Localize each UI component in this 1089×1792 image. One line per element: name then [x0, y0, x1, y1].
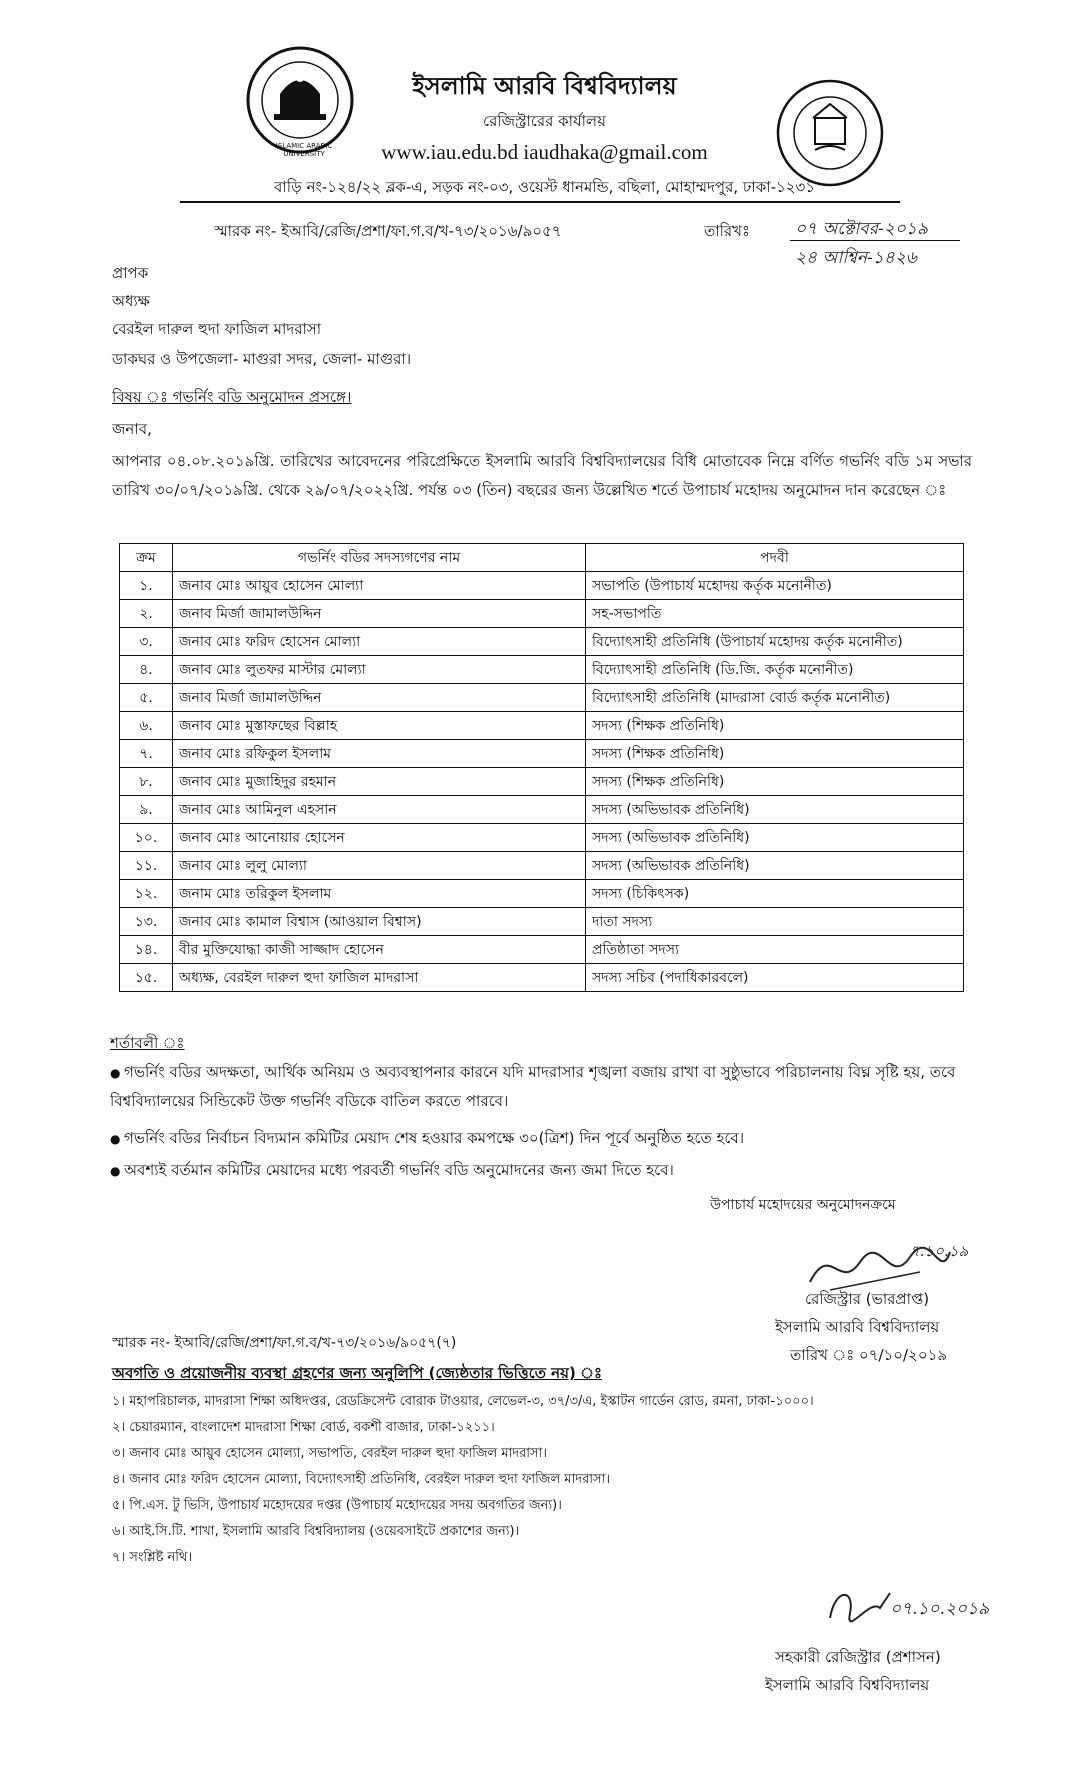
condition-item-2 [110, 1124, 970, 1153]
table-row [120, 880, 964, 908]
table-row [120, 684, 964, 712]
row-designation: সদস্য (অভিভাবক প্রতিনিধি) [586, 796, 964, 824]
recipient-designation: অধ্যক্ষ [112, 292, 150, 310]
row-designation: সদস্য সচিব (পদাধিকারবলে) [586, 964, 964, 992]
cc-list-item: ২। চেয়ারম্যান, বাংলাদেশ মাদরাসা শিক্ষা বোর্ড, বকশী বাজার, ঢাকা-১২১১। [112, 1420, 495, 1435]
assistant-registrar-signature [820, 1578, 900, 1628]
col-name-header: গভর্নিং বডির সদস্যগণের নাম [173, 544, 586, 572]
row-designation: বিদ্যোৎসাহী প্রতিনিধি (মাদরাসা বোর্ড কর্তৃক মনোনীত) [586, 684, 964, 712]
date-divider [790, 240, 960, 241]
row-serial: ১৩. [120, 908, 173, 936]
row-member-name: জনাব মোঃ আমিনুল এহসান [173, 796, 586, 824]
cc-list-item: ৩। জনাব মোঃ আয়ুব হোসেন মোল্যা, সভাপতি, বেরইল দারুল হুদা ফাজিল মাদরাসা। [112, 1446, 548, 1461]
row-serial: ১. [120, 572, 173, 600]
date-bangla-handwritten: ২৪ আশ্বিন-১৪২৬ [795, 248, 917, 268]
university-title: ইসলামি আরবি বিশ্ববিদ্যালয় [412, 71, 677, 100]
condition-item-1 [110, 1058, 970, 1115]
memo-2-ref: স্মারক নং- ইআবি/রেজি/প্রশা/ফা.গ.ব/খ-৭৩/২০১৬/৯০৫৭(৭) [112, 1335, 457, 1351]
office-name: রেজিস্ট্রারের কার্যালয় [483, 112, 606, 130]
conditions-title: শর্তাবলী ঃ [110, 1034, 185, 1052]
row-designation: সহ-সভাপতি [586, 600, 964, 628]
signature-1-org: ইসলামি আরবি বিশ্ববিদ্যালয় [775, 1318, 940, 1336]
row-designation: সভাপতি (উপাচার্য মহোদয় কর্তৃক মনোনীত) [586, 572, 964, 600]
table-body [120, 572, 964, 992]
bullet-icon: ● [110, 1164, 121, 1178]
row-serial: ৯. [120, 796, 173, 824]
row-serial: ৬. [120, 712, 173, 740]
cc-list-item: ৫। পি.এস. টু ভিসি, উপাচার্য মহোদয়ের দপ্তর (উপাচার্য মহোদয়ের সদয় অবগতির জন্য)। [112, 1498, 562, 1513]
row-serial: ১৫. [120, 964, 173, 992]
row-member-name: জনাব মোঃ আয়ুব হোসেন মোল্যা [173, 572, 586, 600]
row-designation: সদস্য (শিক্ষক প্রতিনিধি) [586, 740, 964, 768]
row-serial: ৪. [120, 656, 173, 684]
row-serial: ১৪. [120, 936, 173, 964]
row-designation: দাতা সদস্য [586, 908, 964, 936]
table-row [120, 628, 964, 656]
row-serial: ১১. [120, 852, 173, 880]
row-serial: ৩. [120, 628, 173, 656]
table-row [120, 656, 964, 684]
row-member-name: অধ্যক্ষ, বেরইল দারুল হুদা ফাজিল মাদরাসা [173, 964, 586, 992]
header-divider [180, 201, 900, 203]
table-row [120, 712, 964, 740]
approval-note: উপাচার্য মহোদয়ের অনুমোদনক্রমে [710, 1197, 896, 1213]
table-row [120, 908, 964, 936]
recipient-institution: বেরইল দারুল হুদা ফাজিল মাদরাসা [112, 320, 322, 338]
bullet-icon: ● [110, 1066, 121, 1080]
bullet-icon: ● [110, 1132, 121, 1146]
row-member-name: জনাব মোঃ কামাল বিশ্বাস (আওয়াল বিশ্বাস) [173, 908, 586, 936]
row-serial: ১২. [120, 880, 173, 908]
cc-list-item: ৬। আই.সি.টি. শাখা, ইসলামি আরবি বিশ্ববিদ্যালয় (ওয়েবসাইটে প্রকাশের জন্য)। [112, 1524, 520, 1539]
cc-list-item: ৪। জনাব মোঃ ফরিদ হোসেন মোল্যা, বিদ্যোৎসাহী প্রতিনিধি, বেরইল দারুল হুদা ফাজিল মাদরাসা। [112, 1472, 611, 1487]
row-member-name: জনাব মির্জা জামালউদ্দিন [173, 684, 586, 712]
signature-1-date: তারিখ ঃ ০৭/১০/২০১৯ [790, 1346, 948, 1364]
cc-list-item: ৭। সংশ্লিষ্ট নথি। [112, 1550, 193, 1565]
table-row [120, 964, 964, 992]
governing-body-table [119, 543, 964, 992]
condition-text: অবশ্যই বর্তমান কমিটির মেয়াদের মধ্যে পরবর্তী গভর্নিং বডি অনুমোদনের জন্য জমা দিতে হবে। [124, 1161, 674, 1179]
table-row [120, 600, 964, 628]
col-serial-header: ক্রম [120, 544, 173, 572]
row-designation: প্রতিষ্ঠাতা সদস্য [586, 936, 964, 964]
row-member-name: জনাব মোঃ মুজাহিদুর রহমান [173, 768, 586, 796]
signature-2-role: সহকারী রেজিস্ট্রার (প্রশাসন) [775, 1648, 941, 1666]
row-designation: সদস্য (শিক্ষক প্রতিনিধি) [586, 768, 964, 796]
date-english-handwritten: ০৭ অক্টোবর-২০১৯ [795, 219, 928, 239]
salutation: জনাব, [112, 420, 152, 438]
body-paragraph: আপনার ০৪.০৮.২০১৯খ্রি. তারিখের আবেদনের পরিপ্রেক্ষিতে ইসলামি আরবি বিশ্ববিদ্যালয়ের বিধি মোতাবেক নিম্নে বর্ণিত গভর্নিং বডি ১ম সভার তারিখ ৩০/০৭/২০১৯খ্রি. থেকে ২৯/০৭/২০২২খ্রি. পর্যন্ত ০৩ (তিন) বছরের জন্য উল্লেখিত শর্তে উপাচার্য মহোদয় অনুমোদন দান করেছেন ঃ [112, 452, 972, 499]
row-designation: সদস্য (অভিভাবক প্রতিনিধি) [586, 852, 964, 880]
row-member-name: জনাব মোঃ ফরিদ হোসেন মোল্যা [173, 628, 586, 656]
table-row [120, 824, 964, 852]
row-serial: ৫. [120, 684, 173, 712]
logo-left-caption: ISLAMIC ARABIC UNIVERSITY [275, 142, 333, 158]
row-member-name: জনাব মির্জা জামালউদ্দিন [173, 600, 586, 628]
row-member-name: জনাব মোঃ লুলু মোল্যা [173, 852, 586, 880]
row-member-name: জনাব মোঃ রফিকুল ইসলাম [173, 740, 586, 768]
signature-1-handwritten-date: ৭.১০.১৯ [910, 1242, 969, 1260]
condition-text: গভর্নিং বডির অদক্ষতা, আর্থিক অনিয়ম ও অব্যবস্থাপনার কারনে যদি মাদরাসার শৃঙ্খলা বজায় রাখা বা সুষ্ঠুভাবে পরিচালনায় বিঘ্ন সৃষ্টি হয়, তবে বিশ্ববিদ্যালয়ের সিন্ডিকেট উক্ত গভর্নিং বডিকে বাতিল করতে পারবে। [110, 1063, 956, 1110]
row-member-name: জনাব মোঃ লুতফর মাস্টার মোল্যা [173, 656, 586, 684]
condition-text: গভর্নিং বডির নির্বাচন বিদ্যমান কমিটির মেয়াদ শেষ হওয়ার কমপক্ষে ৩০(ত্রিশ) দিন পূর্বে অনুষ্ঠিত হতে হবে। [124, 1129, 745, 1147]
row-serial: ২. [120, 600, 173, 628]
table-row [120, 740, 964, 768]
row-serial: ৭. [120, 740, 173, 768]
table-row [120, 796, 964, 824]
cc-list [112, 1392, 972, 1568]
row-member-name: জনাব মোঃ মুস্তাফছের বিল্লাহ [173, 712, 586, 740]
subject-line: বিষয় ঃ গভর্নিং বডি অনুমোদন প্রসঙ্গে। [112, 388, 352, 406]
row-serial: ৮. [120, 768, 173, 796]
university-address: বাড়ি নং-১২৪/২২ ব্লক-এ, সড়ক নং-০৩, ওয়েস্ট ধানমন্ডি, বছিলা, মোহাম্মদপুর, ঢাকা-১২৩১ [274, 178, 815, 196]
signature-2-handwritten-date: ০৭.১০.২০১৯ [890, 1599, 990, 1619]
memo-ref: স্মারক নং- ইআবি/রেজি/প্রশা/ফা.গ.ব/খ-৭৩/২০১৬/৯০৫৭ [214, 222, 562, 240]
row-serial: ১০. [120, 824, 173, 852]
row-member-name: বীর মুক্তিযোদ্ধা কাজী সাজ্জাদ হোসেন [173, 936, 586, 964]
table-row [120, 852, 964, 880]
row-designation: বিদ্যোৎসাহী প্রতিনিধি (উপাচার্য মহোদয় কর্তৃক মনোনীত) [586, 628, 964, 656]
date-label: তারিখঃ [704, 222, 750, 240]
cc-heading: অবগতি ও প্রয়োজনীয় ব্যবস্থা গ্রহণের জন্য অনুলিপি (জ্যেষ্ঠতার ভিত্তিতে নয়) ঃ [112, 1364, 603, 1382]
table-row [120, 768, 964, 796]
signature-1-role: রেজিস্ট্রার (ভারপ্রাপ্ত) [805, 1290, 930, 1308]
condition-item-3 [110, 1156, 970, 1185]
table-row [120, 936, 964, 964]
table-header-row [120, 544, 964, 572]
website-email: www.iau.edu.bd iaudhaka@gmail.com [381, 140, 708, 164]
cc-list-item: ১। মহাপরিচালক, মাদরাসা শিক্ষা অধিদপ্তর, রেডক্রিসেন্ট বোরাক টাওয়ার, লেভেল-৩, ৩৭/৩/এ, ইস্কাটন গার্ডেন রোড, রমনা, ঢাকা-১০০০। [112, 1394, 814, 1409]
table-row [120, 572, 964, 600]
row-member-name: জনাম মোঃ তরিকুল ইসলাম [173, 880, 586, 908]
signature-2-org: ইসলামি আরবি বিশ্ববিদ্যালয় [765, 1676, 930, 1694]
col-designation-header: পদবী [586, 544, 964, 572]
row-designation: বিদ্যোৎসাহী প্রতিনিধি (ডি.জি. কর্তৃক মনোনীত) [586, 656, 964, 684]
row-designation: সদস্য (অভিভাবক প্রতিনিধি) [586, 824, 964, 852]
row-designation: সদস্য (চিকিৎসক) [586, 880, 964, 908]
recipient-to: প্রাপক [112, 264, 149, 282]
row-member-name: জনাব মোঃ আনোয়ার হোসেন [173, 824, 586, 852]
recipient-address: ডাকঘর ও উপজেলা- মাগুরা সদর, জেলা- মাগুরা। [112, 350, 412, 368]
row-designation: সদস্য (শিক্ষক প্রতিনিধি) [586, 712, 964, 740]
